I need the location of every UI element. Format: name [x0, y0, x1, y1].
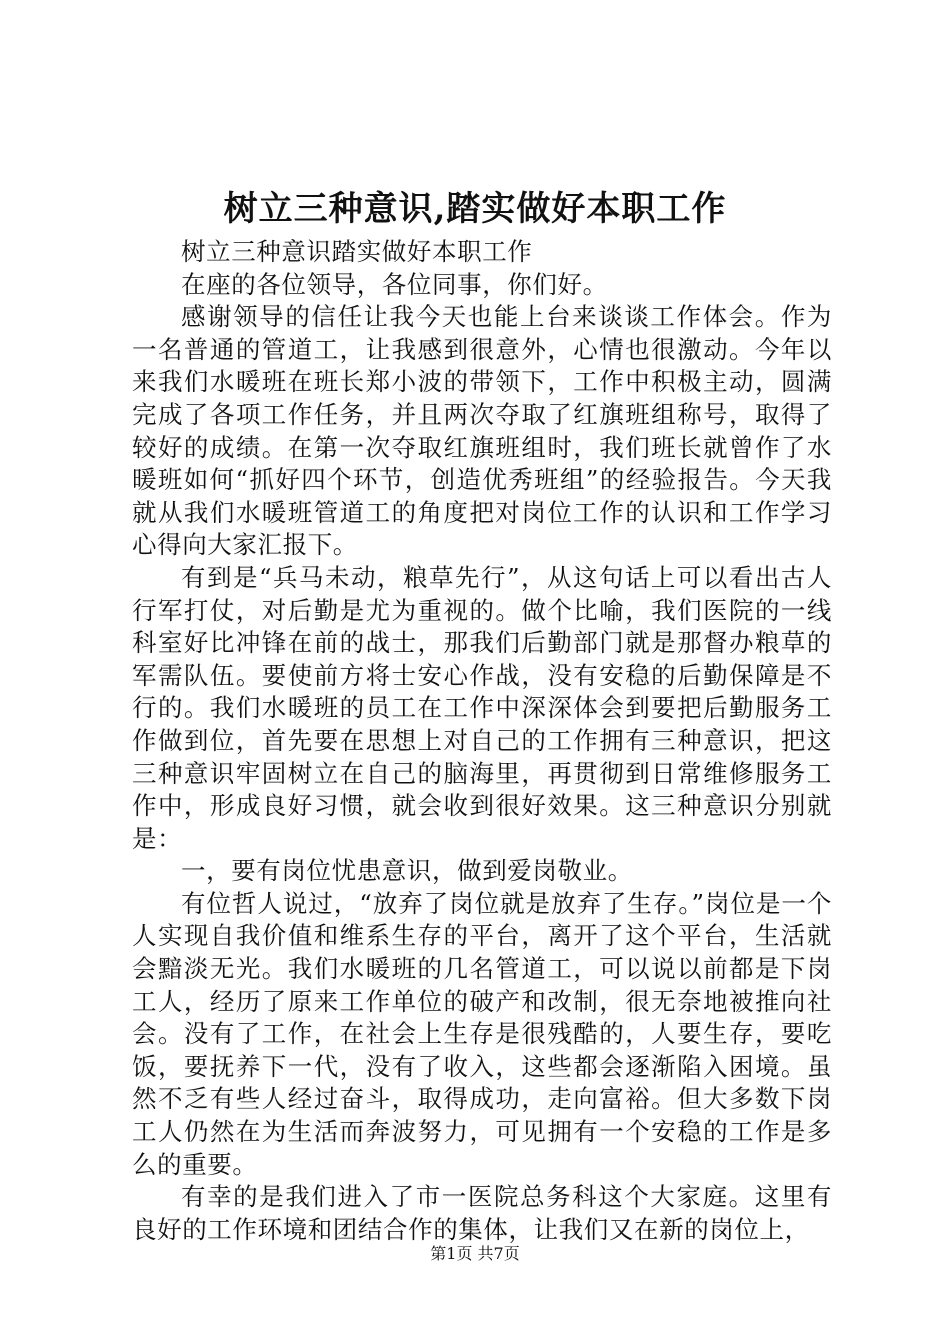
- paragraph-greeting: 在座的各位领导，各位同事，你们好。: [181, 269, 608, 299]
- paragraph: 有幸的是我们进入了市一医院总务科这个大家庭。这里有良好的工作环境和团结合作的集体，让我们又在新的岗位上，: [132, 1182, 832, 1244]
- paragraph: 有到是“兵马未动，粮草先行”，从这句话上可以看出古人行军打仗，对后勤是尤为重视的。做个比喻，我们医院的一线科室好比冲锋在前的战士，那我们后勤部门就是那督办粮草的军需队伍。要使前方将士安心作战，没有安稳的后勤保障是不行的。我们水暖班的员工在工作中深深体会到要把后勤服务工作做到位，首先要在思想上对自己的工作拥有三种意识，把这三种意识牢固树立在自己的脑海里，再贯彻到日常维修服务工作中，形成良好习惯，就会收到很好效果。这三种意识分别就是：: [132, 562, 832, 853]
- section-heading: 一，要有岗位忧患意识，做到爱岗敬业。: [181, 856, 633, 886]
- paragraph: 感谢领导的信任让我今天也能上台来谈谈工作体会。作为一名普通的管道工，让我感到很意外，心情也很激动。今年以来我们水暖班在班长郑小波的带领下，工作中积极主动，圆满完成了各项工作任务，并且两次夺取了红旗班组称号，取得了较好的成绩。在第一次夺取红旗班组时，我们班长就曾作了水暖班如何“抓好四个环节，创造优秀班组”的经验报告。今天我就从我们水暖班管道工的角度把对岗位工作的认识和工作学习心得向大家汇报下。: [132, 302, 832, 560]
- document-title: 树立三种意识,踏实做好本职工作: [223, 189, 727, 229]
- paragraph: 有位哲人说过，“放弃了岗位就是放弃了生存。”岗位是一个人实现自我价值和维系生存的平台，离开了这个平台，生活就会黯淡无光。我们水暖班的几名管道工，可以说以前都是下岗工人，经历了原来工作单位的破产和改制，很无奈地被推向社会。没有了工作，在社会上生存是很残酷的，人要生存，要吃饭，要抚养下一代，没有了收入，这些都会逐渐陷入困境。虽然不乏有些人经过奋斗，取得成功，走向富裕。但大多数下岗工人仍然在为生活而奔波努力，可见拥有一个安稳的工作是多么的重要。: [132, 888, 832, 1179]
- document-body: [132, 236, 832, 1246]
- paragraph-subtitle: 树立三种意识踏实做好本职工作: [181, 237, 533, 266]
- page-number-footer: 第1页 共7页: [430, 1244, 520, 1263]
